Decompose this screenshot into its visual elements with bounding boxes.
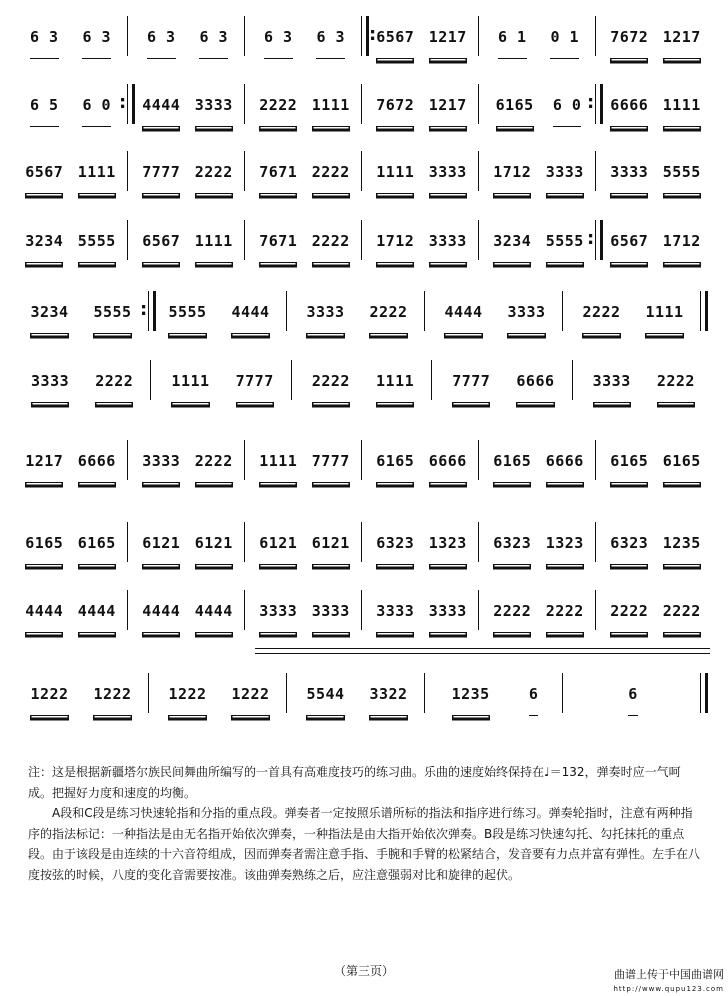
note-group: 6323 bbox=[610, 520, 648, 565]
note-group: 6 3 bbox=[30, 14, 59, 59]
note-group: 3333 bbox=[259, 588, 297, 633]
note-group: 1712 bbox=[376, 218, 414, 263]
barline bbox=[478, 220, 479, 260]
note-group: 6567 bbox=[142, 218, 180, 263]
barline bbox=[595, 84, 603, 124]
note-group: 2222 bbox=[493, 588, 531, 633]
note-group: 6567 bbox=[376, 14, 414, 59]
note-group: 5555 bbox=[93, 289, 131, 334]
note-group: 2222 bbox=[95, 358, 133, 403]
measure bbox=[18, 212, 123, 268]
note-group: 6121 bbox=[195, 520, 233, 565]
note-group: 6165 bbox=[496, 82, 534, 127]
note-group: 4444 bbox=[142, 82, 180, 127]
note-group: 2222 bbox=[610, 588, 648, 633]
note-group: 2222 bbox=[259, 82, 297, 127]
note-group: 1235 bbox=[452, 671, 490, 716]
note-group: 5555 bbox=[168, 289, 206, 334]
measure bbox=[369, 76, 474, 132]
measure bbox=[18, 76, 123, 132]
measure bbox=[432, 283, 558, 339]
measure bbox=[252, 212, 357, 268]
barline bbox=[361, 151, 362, 191]
page-number: （第三页） bbox=[333, 964, 394, 978]
note-group: 1111 bbox=[645, 289, 683, 334]
note-group: 1222 bbox=[93, 671, 131, 716]
barline bbox=[127, 590, 128, 630]
measure bbox=[486, 432, 591, 488]
note-group: 3333 bbox=[142, 438, 180, 483]
note-group: 1111 bbox=[78, 149, 116, 194]
note-group: 1111 bbox=[663, 82, 701, 127]
score-row bbox=[18, 432, 708, 488]
score-row bbox=[18, 283, 708, 339]
note-group: 1111 bbox=[376, 149, 414, 194]
note-group: 6121 bbox=[259, 520, 297, 565]
barline bbox=[478, 16, 479, 56]
note-group: 6165 bbox=[663, 438, 701, 483]
measure bbox=[135, 514, 240, 570]
barline bbox=[361, 590, 362, 630]
measure bbox=[252, 8, 357, 64]
note-group: 6323 bbox=[376, 520, 414, 565]
note-group: 2222 bbox=[312, 358, 350, 403]
barline bbox=[148, 291, 156, 331]
barline bbox=[595, 590, 596, 630]
note-group: 4444 bbox=[25, 588, 63, 633]
note-group: 6666 bbox=[516, 358, 554, 403]
measure bbox=[18, 352, 146, 408]
note-group: 6 bbox=[529, 671, 539, 716]
barline bbox=[361, 522, 362, 562]
measure bbox=[252, 143, 357, 199]
barline bbox=[424, 673, 425, 713]
note-group: 6323 bbox=[493, 520, 531, 565]
note-group: 2222 bbox=[195, 149, 233, 194]
measure bbox=[369, 432, 474, 488]
note-group: 1235 bbox=[663, 520, 701, 565]
note-group: 6 1 bbox=[498, 14, 527, 59]
note-group: 3333 bbox=[429, 588, 467, 633]
measure bbox=[156, 283, 282, 339]
barline bbox=[361, 84, 362, 124]
note-group: 3333 bbox=[546, 149, 584, 194]
note-paragraph-1: 注：这是根据新疆塔尔族民间舞曲所编写的一首具有高难度技巧的练习曲。乐曲的速度始终保持在♩＝132，弹奏时应一气呵成。把握好力度和速度的均衡。 bbox=[28, 765, 681, 800]
barline bbox=[244, 84, 245, 124]
barline bbox=[700, 673, 708, 713]
performance-notes bbox=[28, 762, 700, 885]
note-group: 7671 bbox=[259, 218, 297, 263]
note-group: 7672 bbox=[610, 14, 648, 59]
note-group: 7777 bbox=[452, 358, 490, 403]
barline bbox=[361, 440, 362, 480]
measure bbox=[369, 143, 474, 199]
measure bbox=[432, 665, 558, 721]
measure bbox=[603, 143, 708, 199]
measure bbox=[252, 76, 357, 132]
measure bbox=[135, 143, 240, 199]
measure bbox=[369, 212, 474, 268]
measure bbox=[369, 582, 474, 638]
barline bbox=[244, 440, 245, 480]
note-group: 4444 bbox=[195, 588, 233, 633]
note-group: 2222 bbox=[312, 218, 350, 263]
measure bbox=[18, 665, 144, 721]
note-group: 2222 bbox=[657, 358, 695, 403]
barline bbox=[595, 151, 596, 191]
barline bbox=[244, 16, 245, 56]
note-group: 5555 bbox=[546, 218, 584, 263]
measure bbox=[603, 8, 708, 64]
note-group: 7777 bbox=[312, 438, 350, 483]
score-row bbox=[18, 8, 708, 64]
measure bbox=[570, 283, 696, 339]
measure bbox=[158, 352, 286, 408]
barline bbox=[127, 220, 128, 260]
measure bbox=[252, 432, 357, 488]
note-group: 6 3 bbox=[147, 14, 176, 59]
barline bbox=[700, 291, 708, 331]
note-group: 3234 bbox=[493, 218, 531, 263]
note-group: 6666 bbox=[78, 438, 116, 483]
barline bbox=[286, 291, 287, 331]
note-group: 6165 bbox=[78, 520, 116, 565]
note-group: 1323 bbox=[546, 520, 584, 565]
measure bbox=[486, 212, 591, 268]
barline bbox=[244, 151, 245, 191]
note-group: 6121 bbox=[142, 520, 180, 565]
note-group: 6666 bbox=[546, 438, 584, 483]
note-group: 6 3 bbox=[264, 14, 293, 59]
measure bbox=[252, 582, 357, 638]
note-group: 3333 bbox=[195, 82, 233, 127]
note-group: 1222 bbox=[231, 671, 269, 716]
note-group: 4444 bbox=[444, 289, 482, 334]
note-group: 7671 bbox=[259, 149, 297, 194]
extension-line bbox=[255, 648, 710, 649]
note-group: 6 3 bbox=[199, 14, 228, 59]
barline bbox=[595, 522, 596, 562]
note-group: 2222 bbox=[312, 149, 350, 194]
barline bbox=[572, 360, 573, 400]
measure bbox=[369, 514, 474, 570]
measure bbox=[486, 8, 591, 64]
measure bbox=[18, 432, 123, 488]
barline bbox=[361, 220, 362, 260]
extension-line bbox=[255, 653, 710, 654]
measure bbox=[135, 432, 240, 488]
note-group: 1712 bbox=[493, 149, 531, 194]
measure bbox=[486, 582, 591, 638]
note-group: 2222 bbox=[195, 438, 233, 483]
watermark-line1: 曲谱上传于中国曲谱网 bbox=[614, 968, 724, 981]
measure bbox=[299, 352, 427, 408]
note-group: 1217 bbox=[25, 438, 63, 483]
note-group: 1217 bbox=[429, 14, 467, 59]
note-group: 4444 bbox=[231, 289, 269, 334]
measure bbox=[580, 352, 708, 408]
note-group: 0 1 bbox=[550, 14, 579, 59]
measure bbox=[18, 143, 123, 199]
note-group: 3333 bbox=[507, 289, 545, 334]
barline bbox=[127, 440, 128, 480]
note-group: 1111 bbox=[171, 358, 209, 403]
score-row bbox=[18, 212, 708, 268]
note-group: 3333 bbox=[312, 588, 350, 633]
note-group: 6 0 bbox=[553, 82, 582, 127]
measure bbox=[603, 76, 708, 132]
note-group: 3333 bbox=[610, 149, 648, 194]
note-group: 1111 bbox=[376, 358, 414, 403]
measure bbox=[570, 665, 696, 721]
measure bbox=[135, 8, 240, 64]
measure bbox=[294, 665, 420, 721]
note-group: 1712 bbox=[663, 218, 701, 263]
measure bbox=[135, 582, 240, 638]
barline bbox=[478, 84, 479, 124]
note-group: 2222 bbox=[546, 588, 584, 633]
score-row bbox=[18, 76, 708, 132]
measure bbox=[18, 582, 123, 638]
note-group: 3333 bbox=[429, 149, 467, 194]
barline bbox=[595, 220, 603, 260]
score-row bbox=[18, 514, 708, 570]
barline bbox=[148, 673, 149, 713]
note-group: 6 0 bbox=[82, 82, 111, 127]
measure bbox=[486, 514, 591, 570]
note-group: 6121 bbox=[312, 520, 350, 565]
note-group: 3333 bbox=[306, 289, 344, 334]
note-group: 2222 bbox=[663, 588, 701, 633]
barline bbox=[595, 440, 596, 480]
barline bbox=[244, 590, 245, 630]
barline bbox=[150, 360, 151, 400]
measure bbox=[252, 514, 357, 570]
barline bbox=[562, 673, 563, 713]
barline bbox=[361, 16, 369, 56]
measure bbox=[439, 352, 567, 408]
note-group: 3234 bbox=[30, 289, 68, 334]
measure bbox=[603, 212, 708, 268]
note-group: 3333 bbox=[376, 588, 414, 633]
score-row bbox=[18, 582, 708, 638]
note-group: 6165 bbox=[610, 438, 648, 483]
score-row bbox=[18, 665, 708, 721]
note-group: 3333 bbox=[593, 358, 631, 403]
barline bbox=[244, 522, 245, 562]
watermark-line2: http://www.qupu123.com bbox=[613, 985, 724, 993]
barline bbox=[286, 673, 287, 713]
barline bbox=[127, 522, 128, 562]
measure bbox=[18, 8, 123, 64]
note-group: 1217 bbox=[429, 82, 467, 127]
measure bbox=[486, 76, 591, 132]
note-group: 6666 bbox=[429, 438, 467, 483]
barline bbox=[424, 291, 425, 331]
measure bbox=[486, 143, 591, 199]
note-group: 7777 bbox=[142, 149, 180, 194]
note-group: 3333 bbox=[31, 358, 69, 403]
measure bbox=[135, 212, 240, 268]
barline bbox=[562, 291, 563, 331]
barline bbox=[478, 522, 479, 562]
measure bbox=[18, 283, 144, 339]
score-row bbox=[18, 352, 708, 408]
note-group: 3322 bbox=[369, 671, 407, 716]
note-group: 5555 bbox=[663, 149, 701, 194]
note-group: 5544 bbox=[306, 671, 344, 716]
barline bbox=[478, 440, 479, 480]
barline bbox=[478, 151, 479, 191]
measure bbox=[603, 514, 708, 570]
barline bbox=[595, 16, 596, 56]
note-group: 7672 bbox=[376, 82, 414, 127]
note-group: 6567 bbox=[610, 218, 648, 263]
measure bbox=[156, 665, 282, 721]
note-paragraph-2: A段和C段是练习快速轮指和分指的重点段。弹奏者一定按照乐谱所标的指法和指序进行练习。弹奏轮指时，注意有两种指序的指法标记：一种指法是由无名指开始依次弹奏，一种指法是由大指开始依次弹奏。B段是练习快速勾托、勾托抹托的重点段。由于该段是由连续的十六音符组成，因而弹奏者需注意手指、手腕和手臂的松紧结合，发音要有力点并富有弹性。左手在八度按弦的时候，八度的变化音需要按准。该曲弹奏熟练之后，应注意强弱对比和旋律的起伏。 bbox=[28, 806, 701, 882]
note-group: 1323 bbox=[429, 520, 467, 565]
note-group: 1111 bbox=[195, 218, 233, 263]
note-group: 7777 bbox=[236, 358, 274, 403]
barline bbox=[478, 590, 479, 630]
note-group: 6165 bbox=[25, 520, 63, 565]
note-group: 6666 bbox=[610, 82, 648, 127]
measure bbox=[369, 8, 474, 64]
watermark bbox=[614, 968, 725, 996]
barline bbox=[431, 360, 432, 400]
measure bbox=[135, 76, 240, 132]
measure bbox=[294, 283, 420, 339]
barline bbox=[127, 16, 128, 56]
barline bbox=[127, 151, 128, 191]
score-row bbox=[18, 143, 708, 199]
measure bbox=[18, 514, 123, 570]
note-group: 4444 bbox=[78, 588, 116, 633]
note-group: 6567 bbox=[25, 149, 63, 194]
note-group: 6165 bbox=[493, 438, 531, 483]
note-group: 1222 bbox=[168, 671, 206, 716]
note-group: 6 3 bbox=[82, 14, 111, 59]
note-group: 6 bbox=[628, 671, 638, 716]
note-group: 6 3 bbox=[316, 14, 345, 59]
note-group: 1111 bbox=[312, 82, 350, 127]
note-group: 6165 bbox=[376, 438, 414, 483]
note-group: 1222 bbox=[30, 671, 68, 716]
note-group: 2222 bbox=[582, 289, 620, 334]
barline bbox=[244, 220, 245, 260]
note-group: 1217 bbox=[663, 14, 701, 59]
note-group: 4444 bbox=[142, 588, 180, 633]
note-group: 3234 bbox=[25, 218, 63, 263]
barline bbox=[127, 84, 135, 124]
note-group: 1111 bbox=[259, 438, 297, 483]
measure bbox=[603, 582, 708, 638]
note-group: 3333 bbox=[429, 218, 467, 263]
measure bbox=[603, 432, 708, 488]
note-group: 2222 bbox=[369, 289, 407, 334]
barline bbox=[291, 360, 292, 400]
note-group: 5555 bbox=[78, 218, 116, 263]
note-group: 6 5 bbox=[30, 82, 59, 127]
